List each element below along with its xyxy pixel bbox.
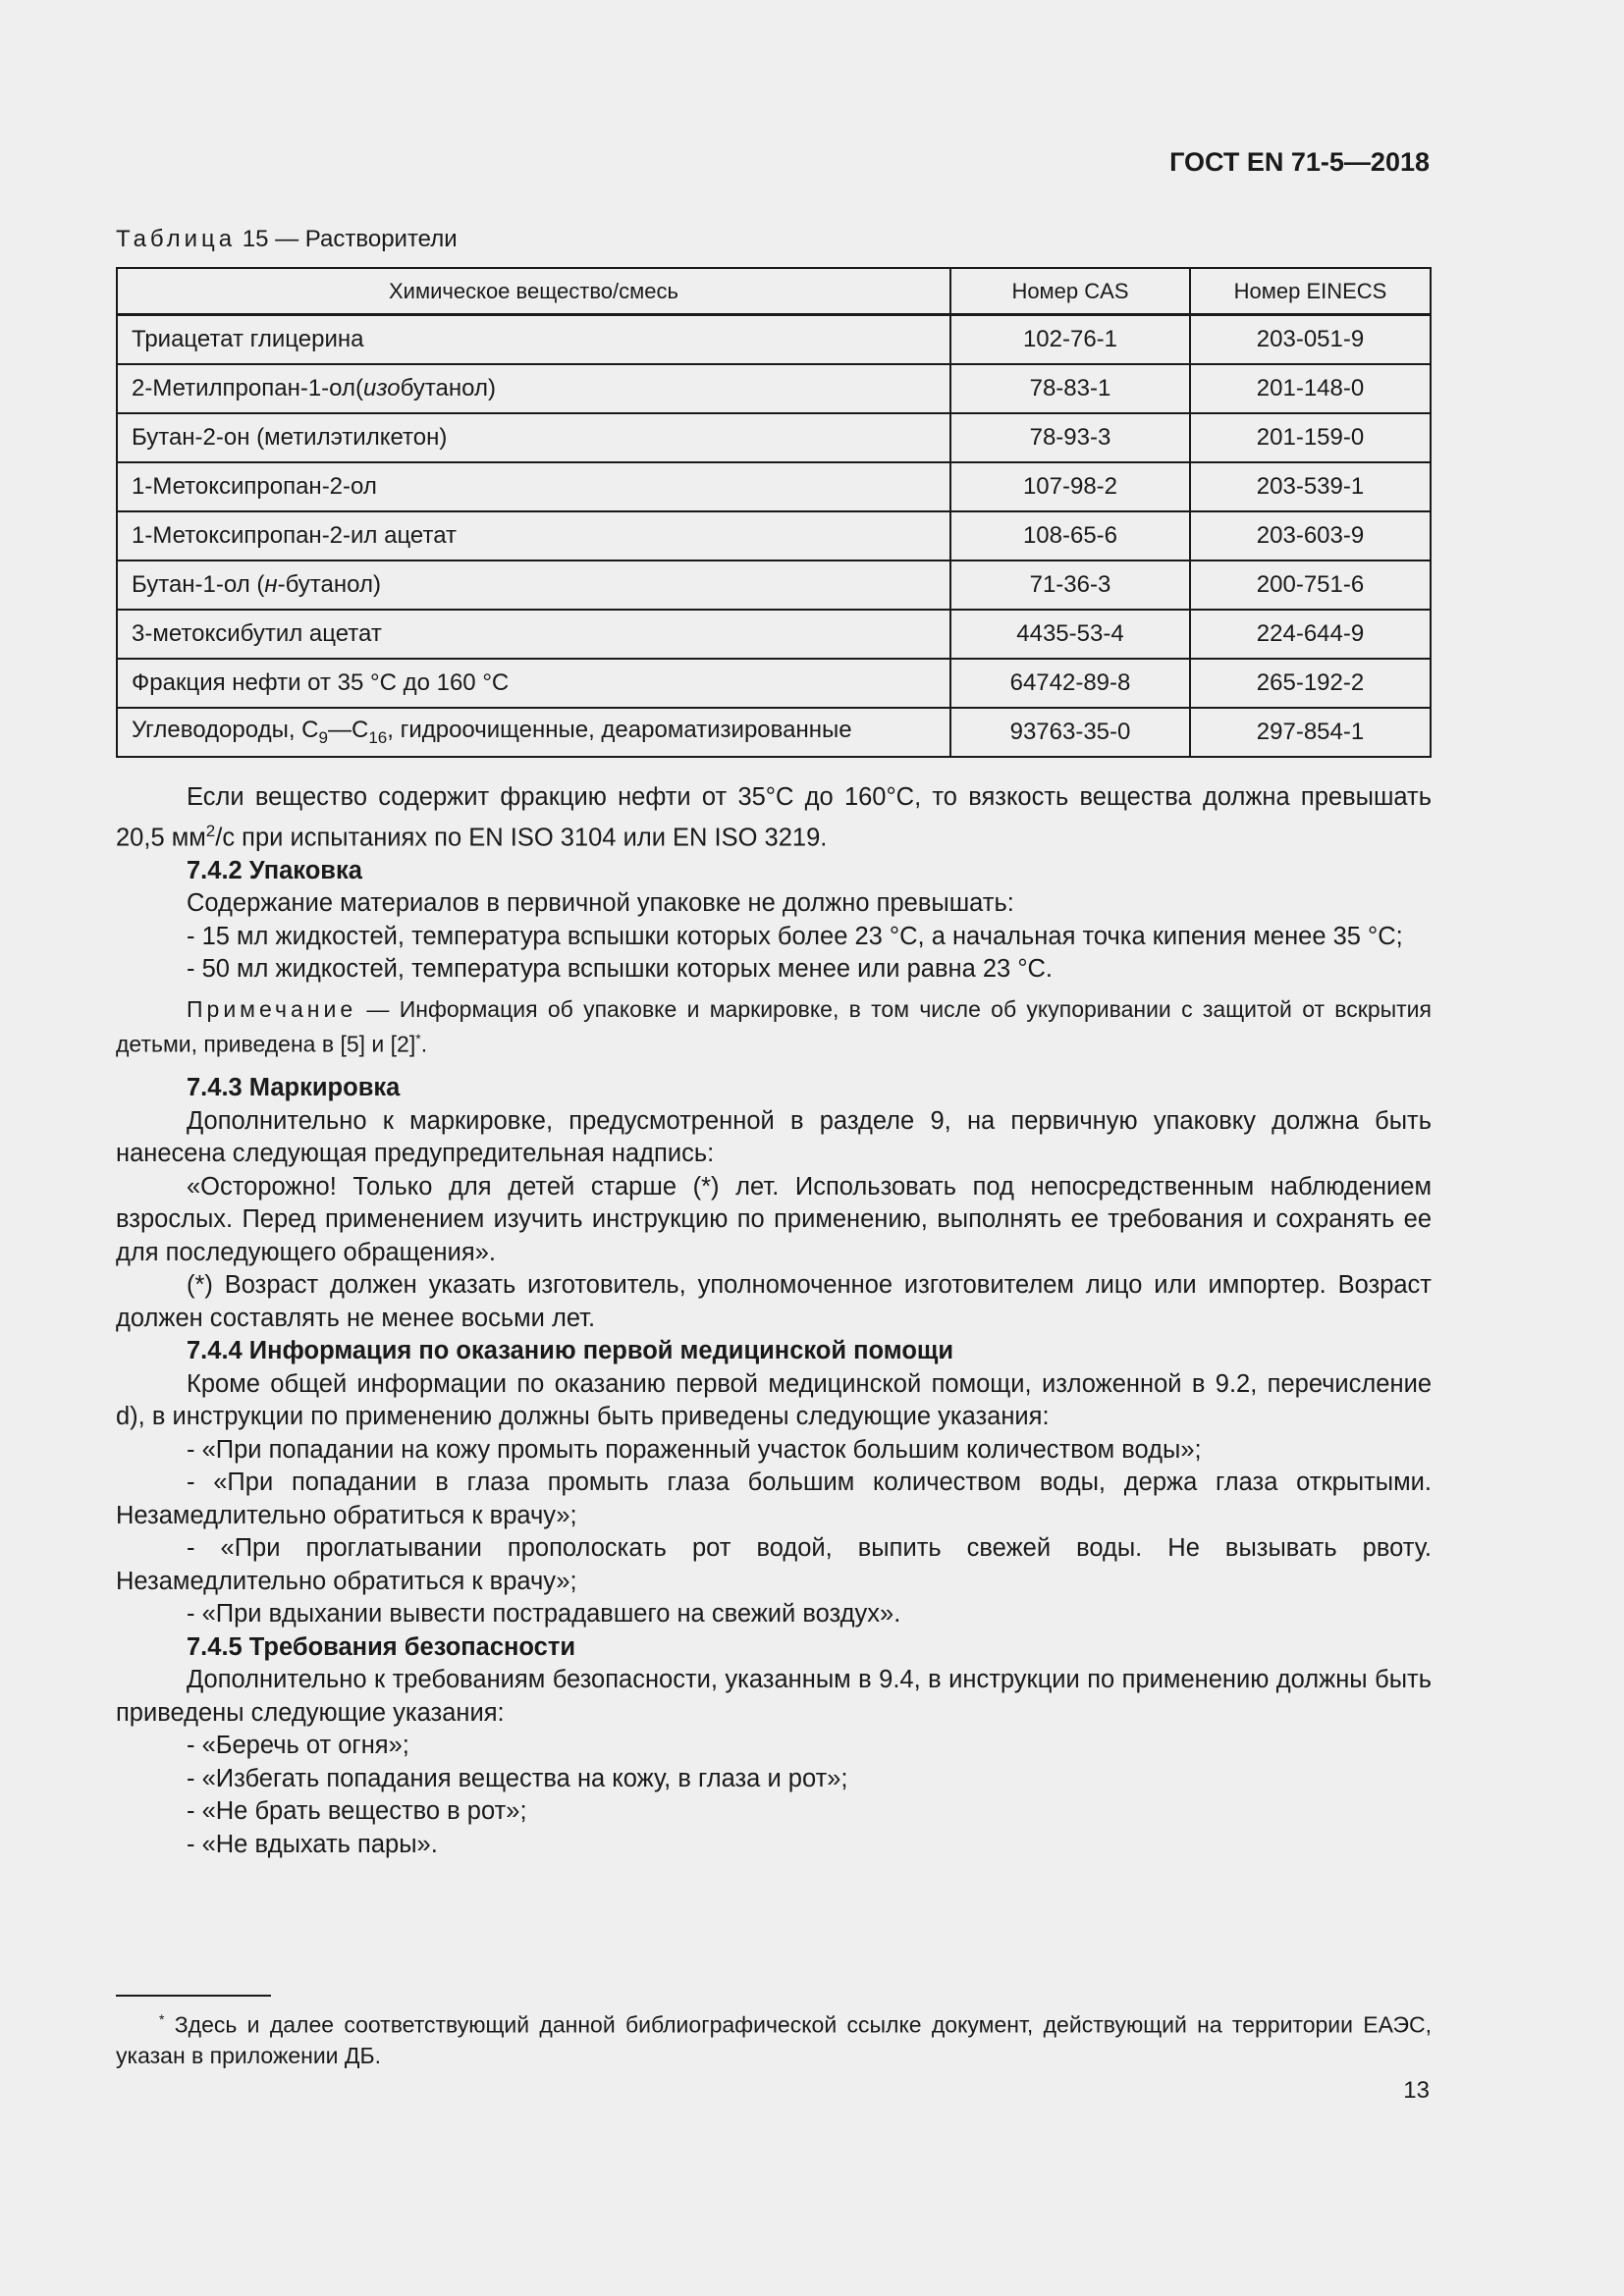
table-row xyxy=(117,413,1431,462)
table-row xyxy=(117,511,1431,561)
table-row xyxy=(117,315,1431,365)
table-row xyxy=(117,708,1431,757)
section-heading-7-4-3: 7.4.3 Маркировка xyxy=(187,1074,401,1102)
substance-name xyxy=(117,708,950,757)
substance-name: Триацетат глицерина xyxy=(117,315,950,365)
substance-name xyxy=(117,364,950,413)
list-item: - «Беречь от огня»; xyxy=(187,1732,409,1760)
cas-number: 78-83-1 xyxy=(950,364,1190,413)
note-label: Примечание xyxy=(187,995,357,1022)
section-heading-7-4-4: 7.4.4 Информация по оказанию первой медицинской помощи xyxy=(187,1337,954,1365)
text-part: Если вещество содержит фракцию нефти от 35°C до 160°C, то вязкость вещества должна превышать 20,5 мм xyxy=(116,783,1432,851)
paragraph: Дополнительно к маркировке, предусмотренной в разделе 9, на первичную упаковку должна быть нанесена следующая предупредительная надпись: xyxy=(116,1106,1432,1168)
substance-name-part: бутанол) xyxy=(400,375,496,401)
substance-name: 1-Метоксипропан-2-ил ацетат xyxy=(117,511,950,561)
substance-name: Фракция нефти от 35 °C до 160 °C xyxy=(117,659,950,708)
column-header-substance: Химическое вещество/смесь xyxy=(117,268,950,315)
page-number: 13 xyxy=(1403,2077,1430,2104)
substance-name-part: 2-Метилпропан-1-ол( xyxy=(132,375,363,401)
table-row xyxy=(117,610,1431,659)
table-row xyxy=(117,561,1431,610)
list-item: - «При попадании в глаза промыть глаза большим количеством воды, держа глаза открытыми. Незамедлительно обратиться к врачу»; xyxy=(116,1468,1432,1529)
cas-number: 102-76-1 xyxy=(950,315,1190,365)
substance-name xyxy=(117,561,950,610)
list-item: - 50 мл жидкостей, температура вспышки которых менее или равна 23 °C. xyxy=(187,955,1054,983)
table-caption-title: 15 — Растворители xyxy=(236,226,458,252)
cas-number: 78-93-3 xyxy=(950,413,1190,462)
cas-number: 93763-35-0 xyxy=(950,708,1190,757)
list-item: - «Не вдыхать пары». xyxy=(187,1830,438,1858)
column-header-einecs: Номер EINECS xyxy=(1190,268,1431,315)
footnote-marker: * xyxy=(159,2011,165,2027)
paragraph: «Осторожно! Только для детей старше (*) лет. Использовать под непосредственным наблюдением взрослых. Перед применением изучить инструкцию по применению, выполнять ее требования и сохранять ее для последующего обращения». xyxy=(116,1172,1432,1266)
body-text xyxy=(116,781,1432,1861)
substance-name-part: Углеводороды, C xyxy=(132,717,319,744)
list-item: - «При попадании на кожу промыть пораженный участок большим количеством воды»; xyxy=(187,1435,1202,1464)
table-caption-label: Таблица xyxy=(116,226,237,252)
cas-number: 108-65-6 xyxy=(950,511,1190,561)
list-item: - «При вдыхании вывести пострадавшего на свежий воздух». xyxy=(187,1600,901,1629)
einecs-number: 200-751-6 xyxy=(1190,561,1431,610)
einecs-number: 203-539-1 xyxy=(1190,462,1431,511)
column-header-cas: Номер CAS xyxy=(950,268,1190,315)
substance-name-part: Бутан-1-ол ( xyxy=(132,571,265,598)
substance-name-italic: изо xyxy=(363,375,401,401)
note xyxy=(116,994,1432,1059)
paragraph: Дополнительно к требованиям безопасности, указанным в 9.4, в инструкции по применению должны быть приведены следующие указания: xyxy=(116,1666,1432,1727)
substance-name: Бутан-2-он (метилэтилкетон) xyxy=(117,413,950,462)
subscript: 16 xyxy=(368,727,388,747)
list-item: - 15 мл жидкостей, температура вспышки которых более 23 °C, а начальная точка кипения менее 35 °C; xyxy=(187,922,1403,950)
paragraph-viscosity xyxy=(116,781,1432,855)
section-heading-7-4-5: 7.4.5 Требования безопасности xyxy=(187,1632,576,1661)
cas-number: 107-98-2 xyxy=(950,462,1190,511)
table-row xyxy=(117,659,1431,708)
substance-name: 1-Метоксипропан-2-ол xyxy=(117,462,950,511)
footnote-text: Здесь и далее соответствующий данной библиографической ссылке документ, действующий на территории ЕАЭС, указан в приложении ДБ. xyxy=(116,2011,1432,2068)
substance-name: 3-метоксибутил ацетат xyxy=(117,610,950,659)
einecs-number: 201-148-0 xyxy=(1190,364,1431,413)
list-item: - «Избегать попадания вещества на кожу, в глаза и рот»; xyxy=(187,1764,848,1792)
einecs-number: 265-192-2 xyxy=(1190,659,1431,708)
table-row xyxy=(117,462,1431,511)
note-text: . xyxy=(420,1031,428,1057)
superscript: 2 xyxy=(205,821,216,840)
substance-name-part: , гидроочищенные, деароматизированные xyxy=(387,717,852,744)
einecs-number: 203-603-9 xyxy=(1190,511,1431,561)
einecs-number: 201-159-0 xyxy=(1190,413,1431,462)
substance-name-part: -бутанол) xyxy=(277,571,381,598)
list-item: - «Не брать вещество в рот»; xyxy=(187,1797,527,1826)
footnote-divider xyxy=(116,1995,271,1997)
subscript: 9 xyxy=(318,727,328,747)
substance-name-italic: н xyxy=(264,571,278,598)
cas-number: 64742-89-8 xyxy=(950,659,1190,708)
einecs-number: 297-854-1 xyxy=(1190,708,1431,757)
cas-number: 4435-53-4 xyxy=(950,610,1190,659)
solvents-table xyxy=(116,267,1432,758)
section-heading-7-4-2: 7.4.2 Упаковка xyxy=(187,856,362,884)
footnote-marker: * xyxy=(415,1030,421,1046)
table-caption xyxy=(116,226,458,253)
text-part: /с при испытаниях по EN ISO 3104 или EN ISO 3219. xyxy=(215,824,828,851)
standard-designation: ГОСТ EN 71-5—2018 xyxy=(1169,147,1430,177)
paragraph: Содержание материалов в первичной упаковке не должно превышать: xyxy=(187,889,1014,917)
paragraph: (*) Возраст должен указать изготовитель, уполномоченное изготовителем лицо или импортер. Возраст должен составлять не менее восьми лет. xyxy=(116,1271,1432,1332)
einecs-number: 224-644-9 xyxy=(1190,610,1431,659)
cas-number: 71-36-3 xyxy=(950,561,1190,610)
table-row xyxy=(117,364,1431,413)
note-text: — Информация об упаковке и маркировке, в том числе об укупоривании с защитой от вскрытия детьми, приведена в [5] и [2] xyxy=(116,995,1432,1057)
einecs-number: 203-051-9 xyxy=(1190,315,1431,365)
paragraph: Кроме общей информации по оказанию первой медицинской помощи, изложенной в 9.2, перечисление d), в инструкции по применению должны быть приведены следующие указания: xyxy=(116,1369,1432,1431)
footnote xyxy=(116,2004,1432,2071)
table-header-row xyxy=(117,268,1431,315)
list-item: - «При проглатывании прополоскать рот водой, выпить свежей воды. Не вызывать рвоту. Незамедлительно обратиться к врачу»; xyxy=(116,1534,1432,1595)
substance-name-part: —C xyxy=(327,717,369,744)
